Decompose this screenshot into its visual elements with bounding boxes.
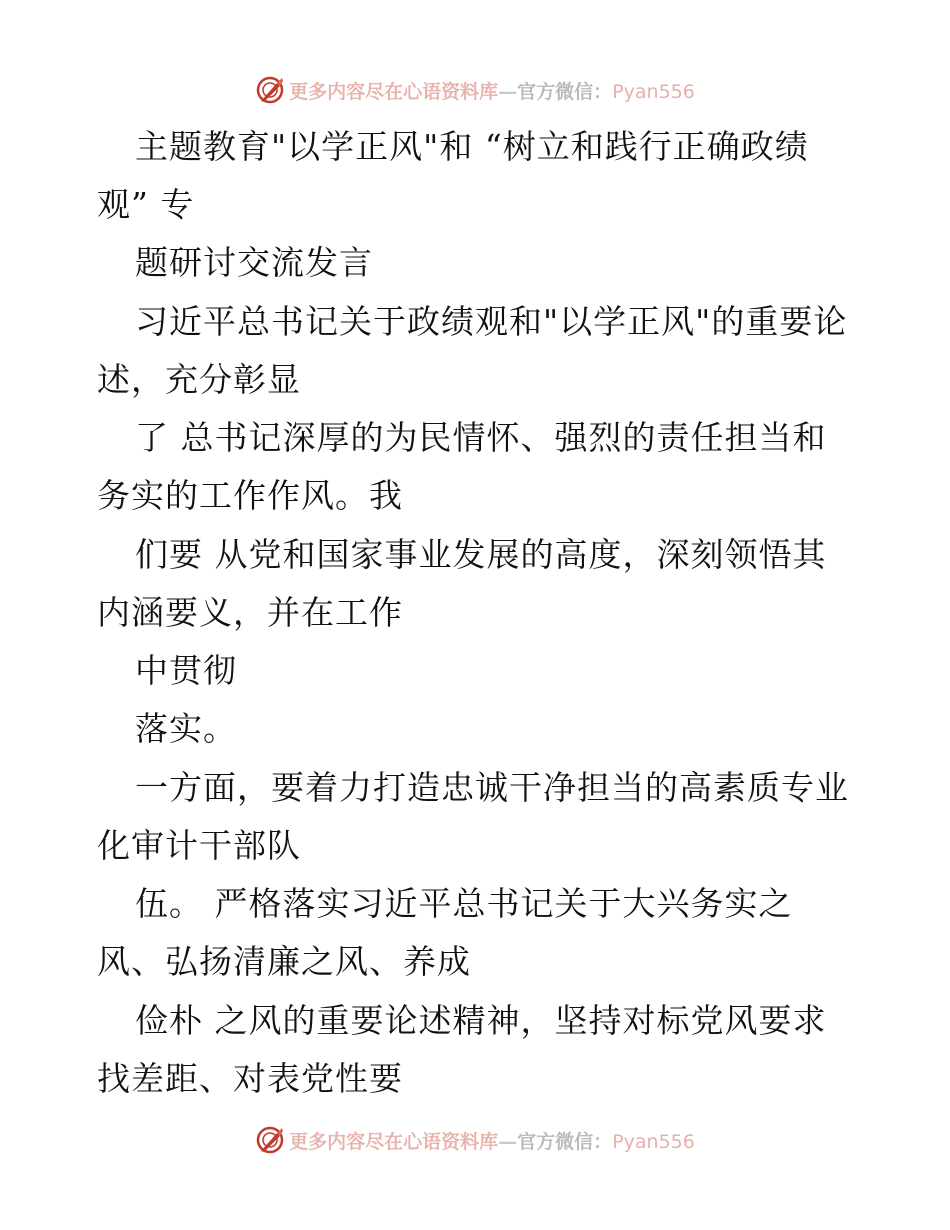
watermark-dash: — xyxy=(498,80,518,103)
text-line: 风、弘扬清廉之风、养成 xyxy=(97,942,471,981)
watermark-wechat-label: 官方微信： xyxy=(517,80,613,103)
watermark-wechat-label: 官方微信： xyxy=(517,1130,613,1153)
text-line: 题研讨交流发言 xyxy=(135,243,373,282)
text-line: 了 总书记深厚的为民情怀、强烈的责任担当和 xyxy=(135,418,827,457)
text-line: 俭朴 之风的重要论述精神，坚持对标党风要求 xyxy=(135,1001,827,1040)
text-line: 内涵要义，并在工作 xyxy=(97,593,403,632)
watermark-main: 更多内容尽在心语资料库 xyxy=(289,1130,499,1153)
text-line: 一方面，要着力打造忠诚干净担当的高素质专业 xyxy=(135,768,849,807)
text-line: 述，充分彰显 xyxy=(97,360,301,399)
header-watermark xyxy=(0,70,950,110)
watermark-dash: — xyxy=(498,1130,518,1153)
watermark-text xyxy=(289,1127,695,1154)
text-line: 观” 专 xyxy=(97,185,195,224)
quill-logo-icon xyxy=(255,75,285,105)
text-line: 们要 从党和国家事业发展的高度，深刻领悟其 xyxy=(135,535,827,574)
text-line: 中贯彻 xyxy=(135,651,237,690)
text-line: 化审计干部队 xyxy=(97,826,301,865)
text-line: 主题教育"以学正风"和 “树立和践行正确政绩 xyxy=(135,127,809,166)
watermark-wechat-id: Pyan556 xyxy=(612,1130,695,1153)
quill-logo-icon xyxy=(255,1125,285,1155)
text-line: 习近平总书记关于政绩观和"以学正风"的重要论 xyxy=(135,302,848,341)
text-line: 务实的工作作风。我 xyxy=(97,476,403,515)
text-line: 找差距、对表党性要 xyxy=(97,1059,403,1098)
text-line: 落实。 xyxy=(135,709,237,748)
watermark-wechat-id: Pyan556 xyxy=(612,80,695,103)
footer-watermark xyxy=(0,1120,950,1160)
watermark-main: 更多内容尽在心语资料库 xyxy=(289,80,499,103)
watermark-text xyxy=(289,77,695,104)
text-line: 伍。 严格落实习近平总书记关于大兴务实之 xyxy=(135,884,793,923)
